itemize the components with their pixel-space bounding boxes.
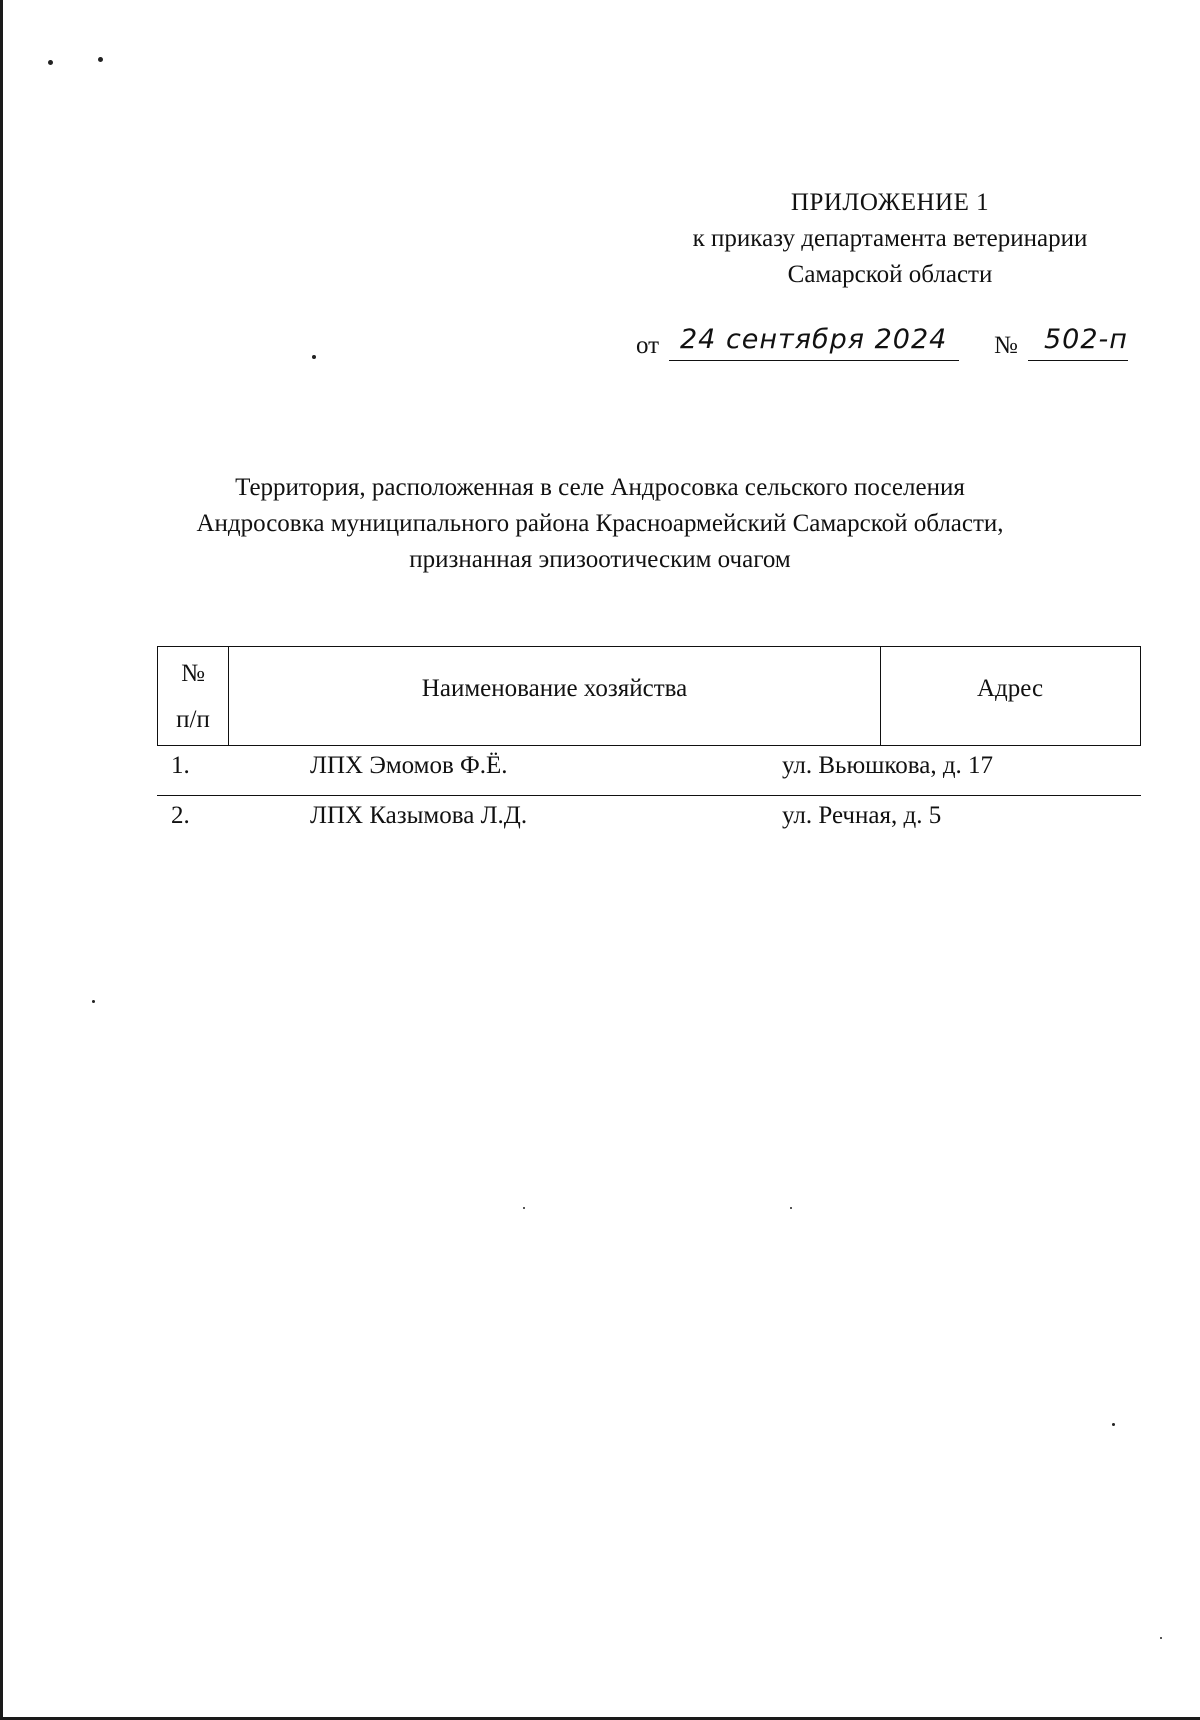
row-farm-name: ЛПХ Эмомов Ф.Ё. bbox=[310, 752, 508, 779]
scan-speck bbox=[523, 1207, 525, 1209]
scan-speck bbox=[312, 355, 316, 359]
appendix-line-1: к приказу департамента ветеринарии bbox=[692, 225, 1088, 252]
row-number: 1. bbox=[171, 752, 190, 779]
header-farm-name: Наименование хозяйства bbox=[229, 647, 881, 745]
table-header bbox=[157, 646, 1141, 746]
header-address: Адрес bbox=[976, 675, 1044, 702]
document-heading bbox=[120, 470, 1080, 578]
date-underline bbox=[669, 360, 959, 361]
order-number-label: № bbox=[994, 332, 1018, 359]
scan-speck bbox=[48, 60, 53, 65]
row-number: 2. bbox=[171, 802, 190, 829]
scan-speck bbox=[790, 1207, 792, 1209]
table-row bbox=[157, 746, 1141, 796]
farms-table bbox=[157, 646, 1141, 846]
scan-speck bbox=[92, 1000, 95, 1003]
order-from-label: от bbox=[636, 332, 660, 359]
appendix-title: ПРИЛОЖЕНИЕ 1 bbox=[790, 189, 990, 216]
header-number-symbol: № bbox=[181, 660, 205, 687]
number-underline bbox=[1028, 360, 1128, 361]
appendix-line-2: Самарской области bbox=[787, 261, 993, 288]
row-farm-name: ЛПХ Казымова Л.Д. bbox=[310, 802, 528, 829]
order-date-handwritten: 24 сентября 2024 bbox=[680, 324, 948, 355]
scan-speck bbox=[1112, 1423, 1115, 1426]
order-number-handwritten: 502-п bbox=[1044, 324, 1128, 355]
row-address: ул. Речная, д. 5 bbox=[782, 802, 942, 829]
appendix-block bbox=[650, 185, 1130, 293]
heading-line-1: Территория, расположенная в селе Андросовка сельского поселения bbox=[235, 474, 965, 501]
header-number bbox=[158, 647, 229, 745]
scan-speck bbox=[98, 57, 103, 62]
heading-line-3: признанная эпизоотическим очагом bbox=[409, 546, 791, 573]
order-reference bbox=[636, 324, 1136, 368]
scan-speck bbox=[1160, 1637, 1162, 1639]
table-row bbox=[157, 796, 1141, 846]
heading-line-2: Андросовка муниципального района Красноармейский Самарской области, bbox=[196, 510, 1004, 537]
row-address: ул. Вьюшкова, д. 17 bbox=[782, 752, 994, 779]
scan-edge-left bbox=[0, 0, 3, 1720]
header-number-abbr: п/п bbox=[176, 706, 210, 733]
